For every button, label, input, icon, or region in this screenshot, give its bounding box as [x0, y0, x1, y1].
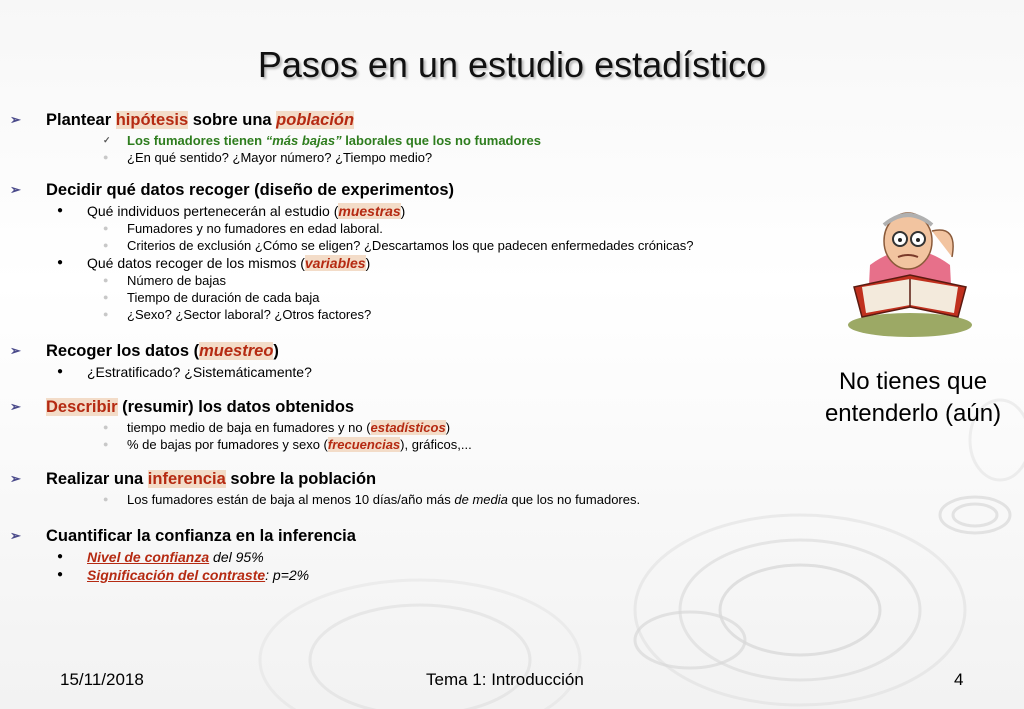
list-item: ✓ Los fumadores tienen “más bajas” laborales que los no fumadores	[103, 133, 541, 148]
arrow-bullet-icon: ➢	[10, 399, 21, 414]
section-heading-inferencia: ➢ Realizar una inferencia sobre la población	[10, 467, 800, 491]
arrow-bullet-icon: ➢	[10, 112, 21, 127]
term-variables: variables	[304, 255, 366, 271]
dot-bullet-icon: ●	[103, 309, 109, 319]
list-item: ● ¿Sexo? ¿Sector laboral? ¿Otros factores?	[103, 307, 372, 322]
section-heading-describir: ➢ Describir (resumir) los datos obtenidos	[10, 395, 800, 419]
term-muestreo: muestreo	[199, 342, 274, 360]
section-heading-confianza: ➢ Cuantificar la confianza en la inferencia	[10, 524, 800, 548]
term-poblacion: población	[276, 111, 355, 129]
footer-date: 15/11/2018	[60, 670, 144, 689]
dot-bullet-icon: ●	[103, 494, 109, 504]
footer-page-number: 4	[954, 670, 964, 689]
list-item: ● ¿Estratificado? ¿Sistemáticamente?	[57, 364, 312, 380]
slide-title: Pasos en un estudio estadístico	[257, 44, 767, 85]
dot-bullet-icon: ●	[57, 551, 64, 562]
dot-bullet-icon: ●	[103, 292, 109, 302]
term-muestras: muestras	[338, 203, 401, 219]
list-item: ● Significación del contraste: p=2%	[57, 567, 310, 583]
list-item: ● Número de bajas	[103, 273, 226, 288]
man-reading-book-icon	[840, 195, 980, 345]
side-note	[808, 366, 1018, 430]
arrow-bullet-icon: ➢	[10, 471, 21, 486]
arrow-bullet-icon: ➢	[10, 528, 21, 543]
footer-topic: Tema 1: Introducción	[426, 670, 584, 689]
list-item: ● Fumadores y no fumadores en edad laboral.	[103, 221, 383, 236]
term-estadisticos: estadísticos	[370, 420, 446, 435]
list-item: ● Tiempo de duración de cada baja	[103, 290, 320, 305]
check-bullet-icon: ✓	[103, 135, 111, 145]
term-hipotesis: hipótesis	[115, 111, 189, 129]
bullet-list	[10, 108, 800, 584]
section-heading-hipotesis: ➢ Plantear hipótesis sobre una población	[10, 108, 800, 132]
dot-bullet-icon: ●	[103, 152, 109, 162]
term-frecuencias: frecuencias	[327, 437, 401, 452]
arrow-bullet-icon: ➢	[10, 343, 21, 358]
list-item: ● Qué individuos pertenecerán al estudio (muestras)	[57, 203, 406, 219]
term-describir: Describir	[46, 398, 118, 416]
arrow-bullet-icon: ➢	[10, 182, 21, 197]
list-item: ● Nivel de confianza del 95%	[57, 549, 264, 565]
dot-bullet-icon: ●	[57, 366, 64, 377]
dot-bullet-icon: ●	[103, 275, 109, 285]
dot-bullet-icon: ●	[103, 240, 109, 250]
list-item: ● ¿En qué sentido? ¿Mayor número? ¿Tiempo medio?	[103, 150, 433, 165]
section-heading-recoger: ➢ Recoger los datos (muestreo)	[10, 339, 800, 363]
side-note-line2: entenderlo (aún)	[824, 400, 1002, 427]
dot-bullet-icon: ●	[103, 223, 109, 233]
section-heading-diseno: ➢ Decidir qué datos recoger (diseño de experimentos)	[10, 178, 800, 202]
dot-bullet-icon: ●	[103, 422, 109, 432]
side-note-line1: No tienes que	[838, 368, 988, 395]
dot-bullet-icon: ●	[57, 569, 64, 580]
list-item: ● tiempo medio de baja en fumadores y no (estadísticos)	[103, 420, 451, 435]
list-item: ● Criterios de exclusión ¿Cómo se eligen? ¿Descartamos los que padecen enfermedades crónicas?	[103, 238, 694, 253]
list-item: ● Los fumadores están de baja al menos 10 días/año más de media que los no fumadores.	[103, 492, 641, 507]
dot-bullet-icon: ●	[57, 205, 64, 216]
term-significacion: Significación del contraste	[87, 567, 266, 583]
list-item: ● % de bajas por fumadores y sexo (frecuencias), gráficos,...	[103, 437, 472, 452]
term-nivel-confianza: Nivel de confianza	[87, 549, 210, 565]
list-item: ● Qué datos recoger de los mismos (variables)	[57, 255, 371, 271]
dot-bullet-icon: ●	[103, 439, 109, 449]
dot-bullet-icon: ●	[57, 257, 64, 268]
term-inferencia: inferencia	[147, 470, 226, 488]
